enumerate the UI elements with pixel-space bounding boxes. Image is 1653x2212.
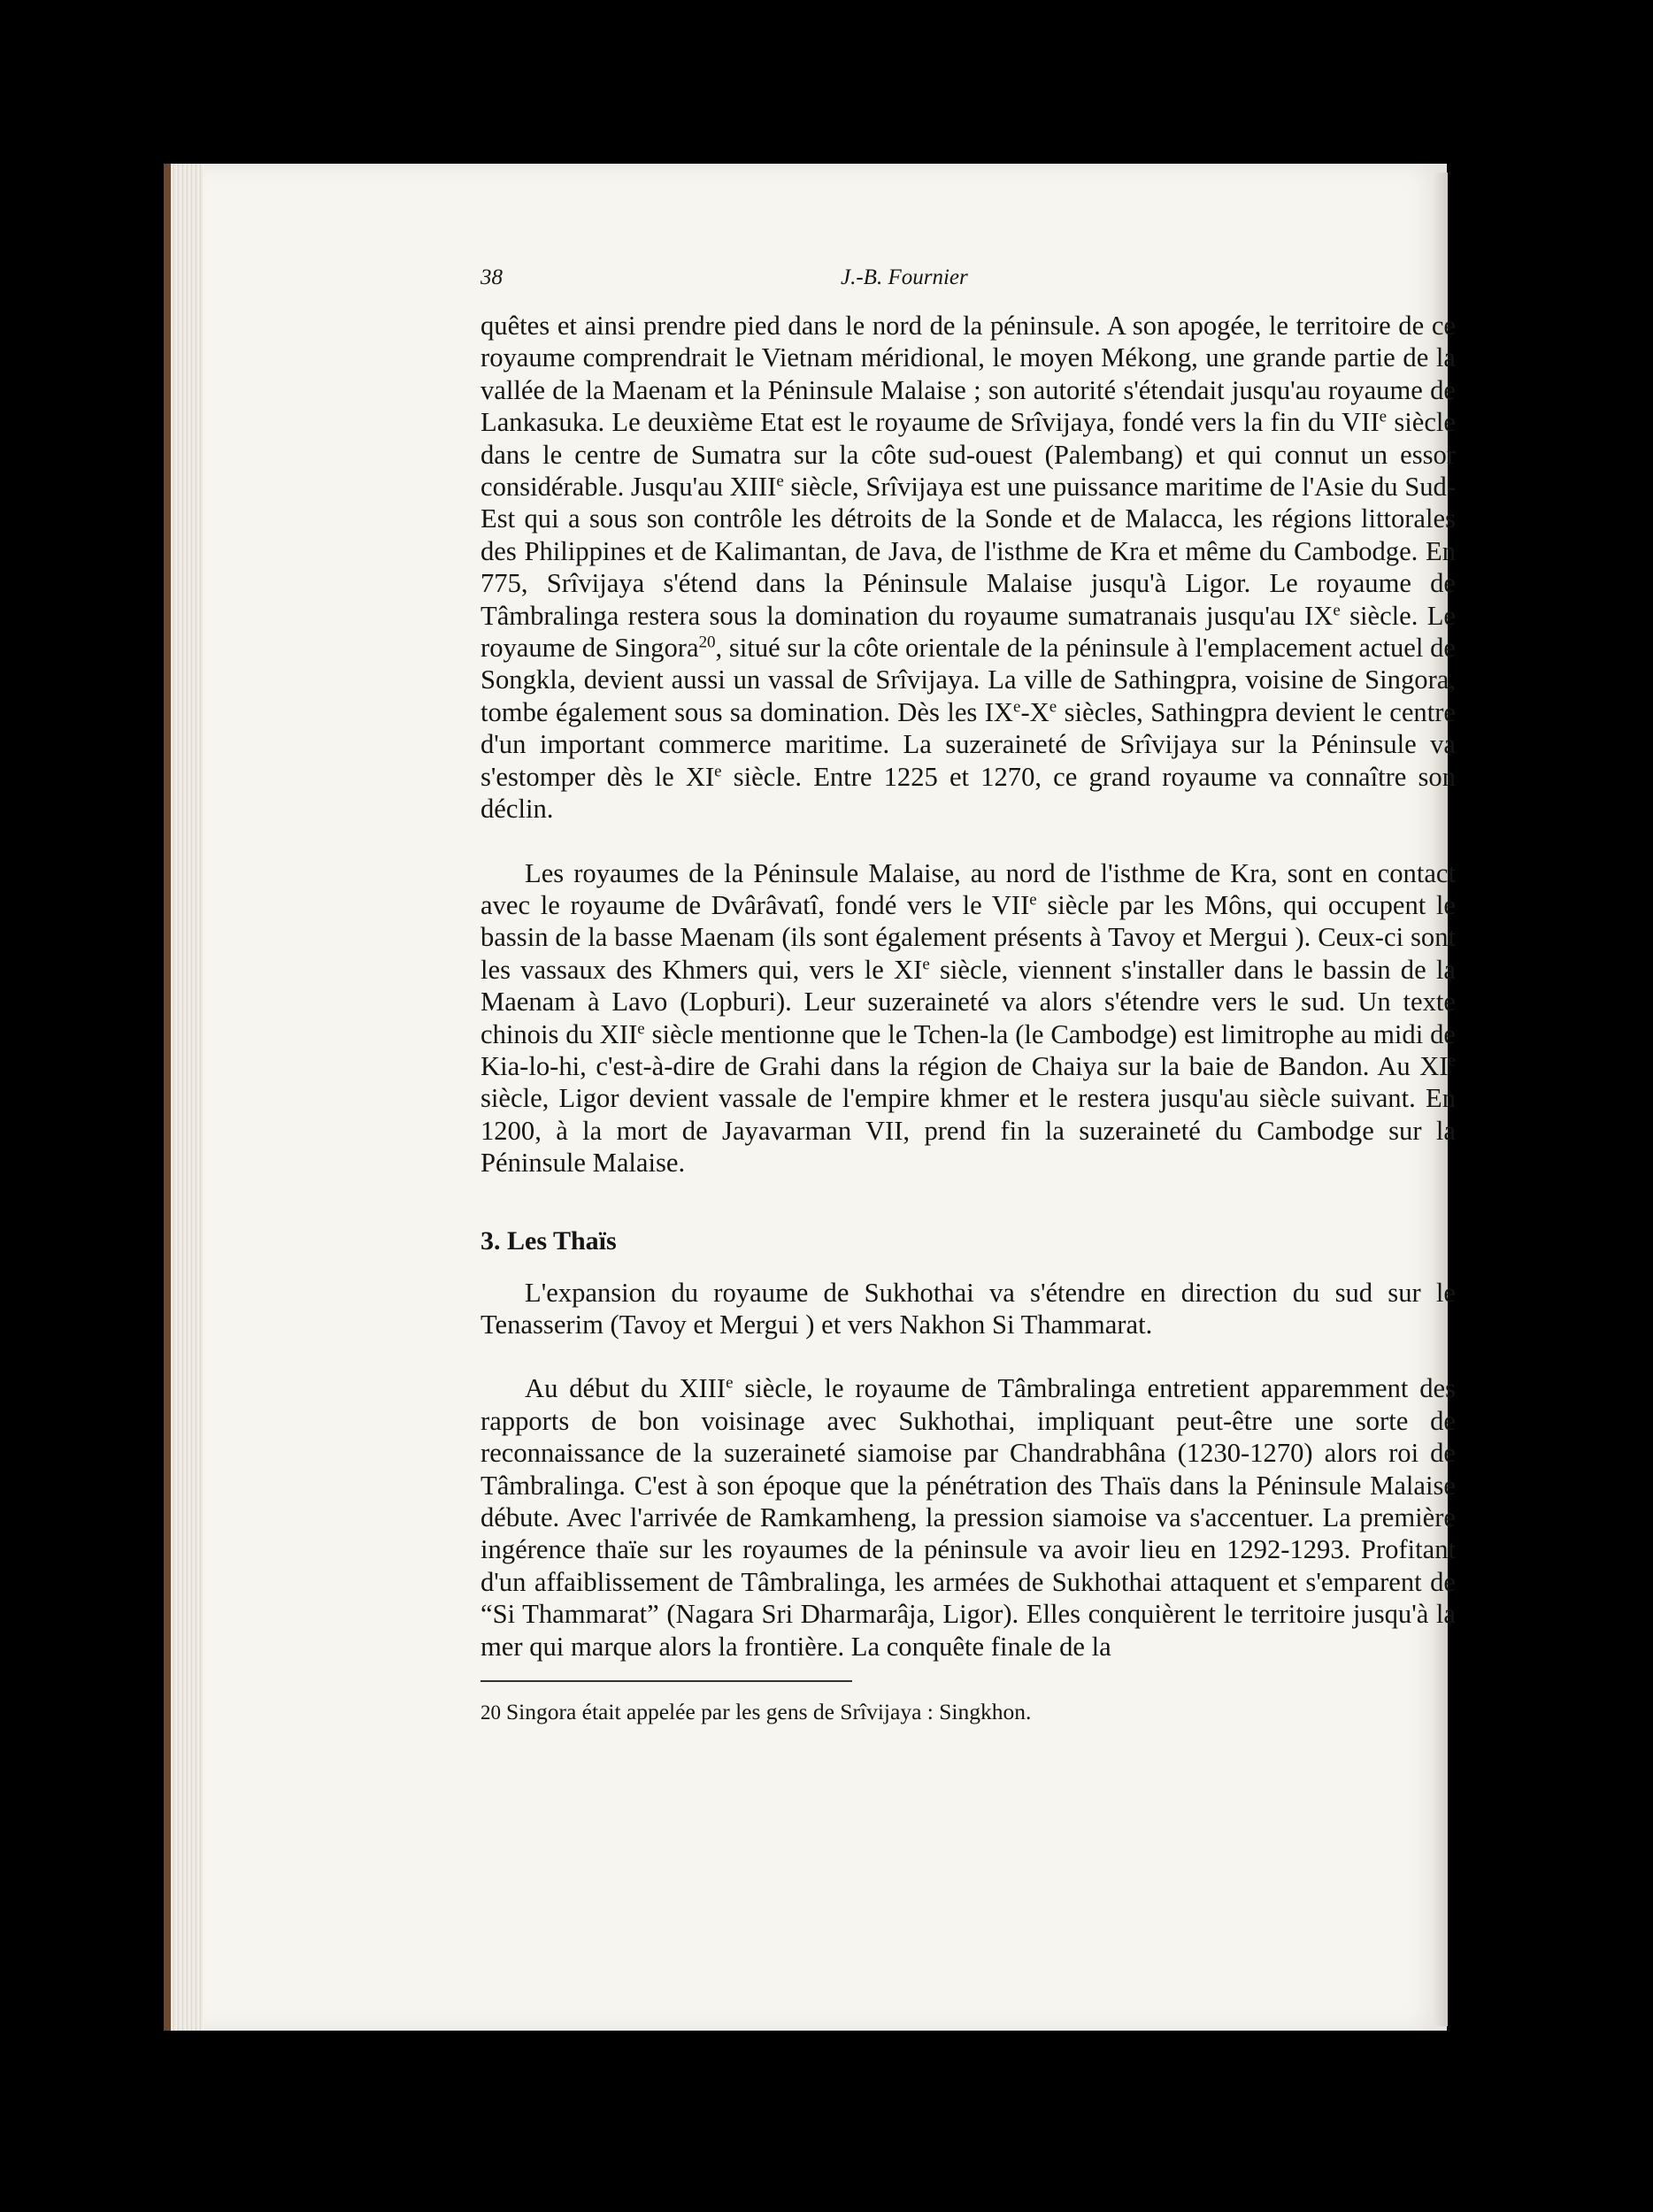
paragraph: Les royaumes de la Péninsule Malaise, au nord de l'isthme de Kra, sont en contact avec le royaume de Dvârâvatî, fondé vers le VIIe siècle par les Môns, qui occupent le bassin de la basse Maenam (ils sont également présents à Tavoy et Mergui ). Ceux-ci sont les vassaux des Khmers qui, vers le XIe siècle, viennent s'installer dans le bassin de la Maenam à Lavo (Lopburi). Leur suzeraineté va alors s'étendre vers le sud. Un texte chinois du XIIe siècle mentionne que le Tchen-la (le Cambodge) est limitrophe au midi de Kia-lo-hi, c'est-à-dire de Grahi dans la région de Chaiya sur la baie de Bandon. Au XIe siècle, Ligor devient vassale de l'empire khmer et le restera jusqu'au siècle suivant. En 1200, à la mort de Jayavarman VII, prend fin la suzeraineté du Cambodge sur la Péninsule Malaise.: [481, 857, 1457, 1179]
superscript: e: [714, 762, 722, 781]
paragraph: quêtes et ainsi prendre pied dans le nord de la péninsule. A son apogée, le territoire de ce royaume comprendrait le Vietnam méridional, le moyen Mékong, une grande partie de la vallée de la Maenam et la Péninsule Malaise ; son autorité s'étendait jusqu'au royaume de Lankasuka. Le deuxième Etat est le royaume de Srîvijaya, fondé vers la fin du VIIe siècle dans le centre de Sumatra sur la côte sud-ouest (Palembang) et qui connut un essor considérable. Jusqu'au XIIIe siècle, Srîvijaya est une puissance maritime de l'Asie du Sud-Est qui a sous son contrôle les détroits de la Sonde et de Malacca, les régions littorales des Philippines et de Kalimantan, de Java, de l'isthme de Kra et même du Cambodge. En 775, Srîvijaya s'étend dans la Péninsule Malaise jusqu'à Ligor. Le royaume de Tâmbralinga restera sous la domination du royaume sumatranais jusqu'au IXe siècle. Le royaume de Singora$^{20}$, situé sur la côte orientale de la péninsule à l'emplacement actuel de Songkla, devient aussi un vassal de Srîvijaya. La ville de Sathingpra, voisine de Singora, tombe également sous sa domination. Dès les IXe-Xe siècles, Sathingpra devient le centre d'un important commerce maritime. La suzeraineté de Srîvijaya sur la Péninsule va s'estomper dès le XIe siècle. Entre 1225 et 1270, ce grand royaume va connaître son déclin.: [481, 311, 1457, 825]
body-text: [481, 310, 1456, 1663]
footnote-text: Singora était appelée par les gens de Srîvijaya : Singkhon.: [505, 1699, 1032, 1725]
footnote-number: 20: [481, 1701, 501, 1724]
superscript: e: [1448, 1051, 1456, 1071]
footnote: [481, 1698, 1456, 1727]
superscript: e: [637, 1019, 645, 1039]
superscript: e: [776, 472, 784, 491]
superscript: e: [726, 1373, 734, 1393]
superscript: e: [922, 955, 930, 974]
section-heading: 3. Les Thaïs: [481, 1225, 617, 1256]
superscript: e: [1049, 697, 1057, 717]
page-header: [481, 265, 1456, 310]
paragraph: L'expansion du royaume de Sukhothai va s'étendre en direction du sud sur le Tenasserim (Tavoy et Mergui ) et vers Nakhon Si Thammarat.: [481, 1277, 1456, 1340]
footnote-rule: [481, 1680, 852, 1682]
running-head: J.-B. Fournier: [841, 265, 968, 289]
superscript: e: [1333, 601, 1341, 620]
superscript: e: [1029, 890, 1037, 910]
paragraph: Au début du XIIIe siècle, le royaume de Tâmbralinga entretient apparemment des rapports de bon voisinage avec Sukhothai, impliquant peut-être une sorte de reconnaissance de la suzeraineté siamoise par Chandrabhâna (1230-1270) alors roi de Tâmbralinga. C'est à son époque que la pénétration des Thaïs dans la Péninsule Malaise débute. Avec l'arrivée de Ramkamheng, la pression siamoise va s'accentuer. La première ingérence thaïe sur les royaumes de la péninsule va avoir lieu en 1292-1293. Profitant d'un affaiblissement de Tâmbralinga, les armées de Sukhothai attaquent et s'emparent de “Si Thammarat” (Nagara Sri Dharmarâja, Ligor). Elles conquièrent le territoire jusqu'à la mer qui marque alors la frontière. La conquête finale de la: [481, 1373, 1456, 1662]
superscript: 20: [698, 633, 716, 652]
page-number: 38: [481, 265, 503, 289]
text-column: [481, 265, 1456, 1727]
superscript: e: [1379, 407, 1388, 426]
superscript: e: [1013, 697, 1021, 717]
